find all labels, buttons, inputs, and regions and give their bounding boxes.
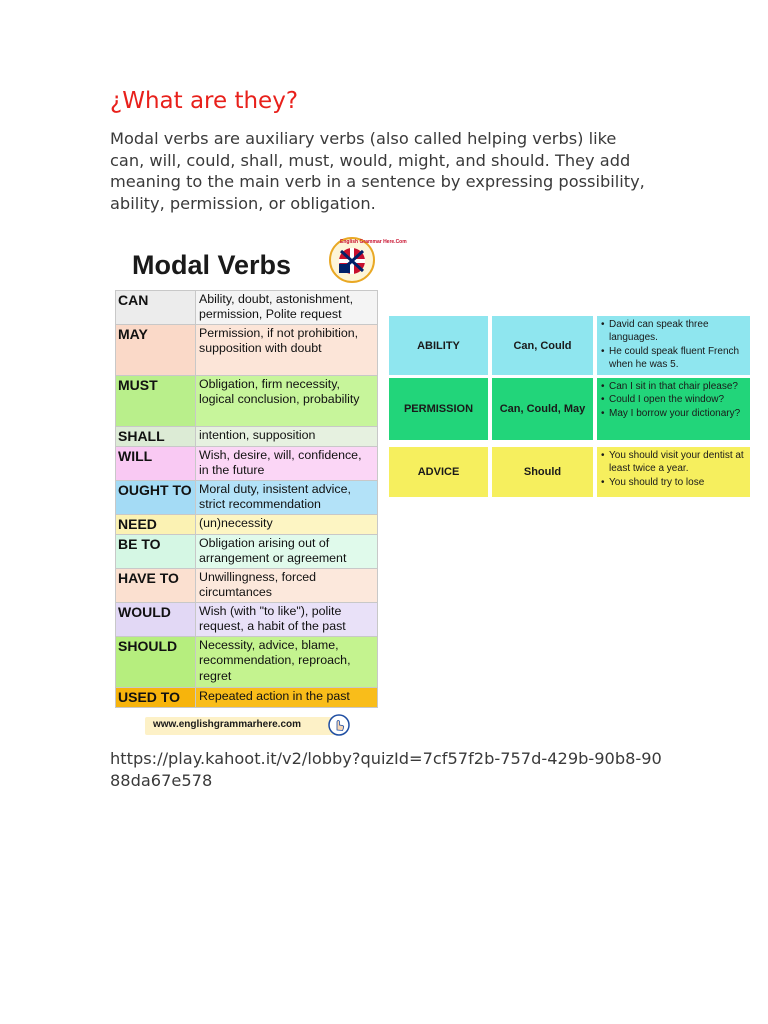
modal-meaning: intention, supposition [196, 427, 378, 447]
modal-row-can [116, 291, 378, 325]
usage-examples [597, 316, 750, 375]
usage-modals: Can, Could [492, 316, 593, 375]
modal-row-be-to [116, 535, 378, 569]
modal-meaning: Unwillingness, forced circumtances [196, 569, 378, 603]
modal-verb: OUGHT TO [116, 481, 196, 515]
modal-row-will [116, 447, 378, 481]
usage-modals: Can, Could, May [492, 378, 593, 440]
usage-example: • You should try to lose [609, 476, 750, 489]
kahoot-link[interactable]: https://play.kahoot.it/v2/lobby?quizId=7cf57f2b-757d-429b-90b8-9088da67e578 [110, 749, 662, 790]
modal-meaning: Necessity, advice, blame, recommendation, reproach, regret [196, 637, 378, 688]
modal-meaning: Moral duty, insistent advice, strict recommendation [196, 481, 378, 515]
modal-row-used-to [116, 688, 378, 708]
usage-examples [597, 378, 750, 440]
modal-verb: WILL [116, 447, 196, 481]
usage-example: • May I borrow your dictionary? [609, 407, 750, 420]
modal-meaning: Wish (with "to like"), polite request, a habit of the past [196, 603, 378, 637]
modal-verbs-title: Modal Verbs [132, 250, 292, 280]
page-heading: ¿What are they? [110, 88, 299, 114]
flag-logo-icon [322, 237, 407, 283]
modal-meaning: Wish, desire, will, confidence, in the future [196, 447, 378, 481]
modal-row-should [116, 637, 378, 688]
modal-verb: NEED [116, 515, 196, 535]
modal-meaning: Obligation arising out of arrangement or agreement [196, 535, 378, 569]
modal-verb: HAVE TO [116, 569, 196, 603]
modal-verb: USED TO [116, 688, 196, 708]
usage-row-permission [389, 378, 750, 440]
usage-function: ABILITY [389, 316, 488, 375]
logo-text: English Grammar Here.Com [340, 239, 407, 245]
usage-function: ADVICE [389, 447, 488, 497]
modal-verb: WOULD [116, 603, 196, 637]
modal-verb: BE TO [116, 535, 196, 569]
modal-verb: SHOULD [116, 637, 196, 688]
modal-verb: CAN [116, 291, 196, 325]
modal-row-must [116, 376, 378, 427]
modal-meaning: Obligation, firm necessity, logical conclusion, probability [196, 376, 378, 427]
chart-footer [145, 717, 345, 735]
modal-row-would [116, 603, 378, 637]
modal-verbs-table [115, 290, 378, 708]
modal-meaning: Repeated action in the past [196, 688, 378, 708]
usage-row-advice [389, 447, 750, 497]
modal-verb: SHALL [116, 427, 196, 447]
modal-row-ought-to [116, 481, 378, 515]
modal-row-may [116, 325, 378, 376]
modal-meaning: Permission, if not prohibition, supposition with doubt [196, 325, 378, 376]
usage-examples [597, 447, 750, 497]
modal-meaning: Ability, doubt, astonishment, permission, Polite request [196, 291, 378, 325]
modal-verb: MAY [116, 325, 196, 376]
usage-function: PERMISSION [389, 378, 488, 440]
usage-example: • Could I open the window? [609, 393, 750, 406]
usage-row-ability [389, 316, 750, 375]
usage-example: • Can I sit in that chair please? [609, 380, 750, 393]
modal-verbs-chart [115, 237, 407, 737]
chart-footer-url: www.englishgrammarhere.com [153, 719, 302, 730]
usage-example: • He could speak fluent French when he was 5. [609, 345, 750, 372]
intro-paragraph: Modal verbs are auxiliary verbs (also called helping verbs) like can, will, could, shall, must, would, might, and should. They add meaning to the main verb in a sentence by expressing possibility, ability, permission, or obligation. [110, 129, 645, 213]
usage-example: • You should visit your dentist at least twice a year. [609, 449, 750, 476]
modal-meaning: (un)necessity [196, 515, 378, 535]
modal-row-have-to [116, 569, 378, 603]
usage-modals: Should [492, 447, 593, 497]
pointing-hand-icon [328, 714, 350, 736]
modal-row-shall [116, 427, 378, 447]
modal-usage-table [389, 316, 750, 497]
usage-example: • David can speak three languages. [609, 318, 750, 345]
modal-verb: MUST [116, 376, 196, 427]
modal-row-need [116, 515, 378, 535]
